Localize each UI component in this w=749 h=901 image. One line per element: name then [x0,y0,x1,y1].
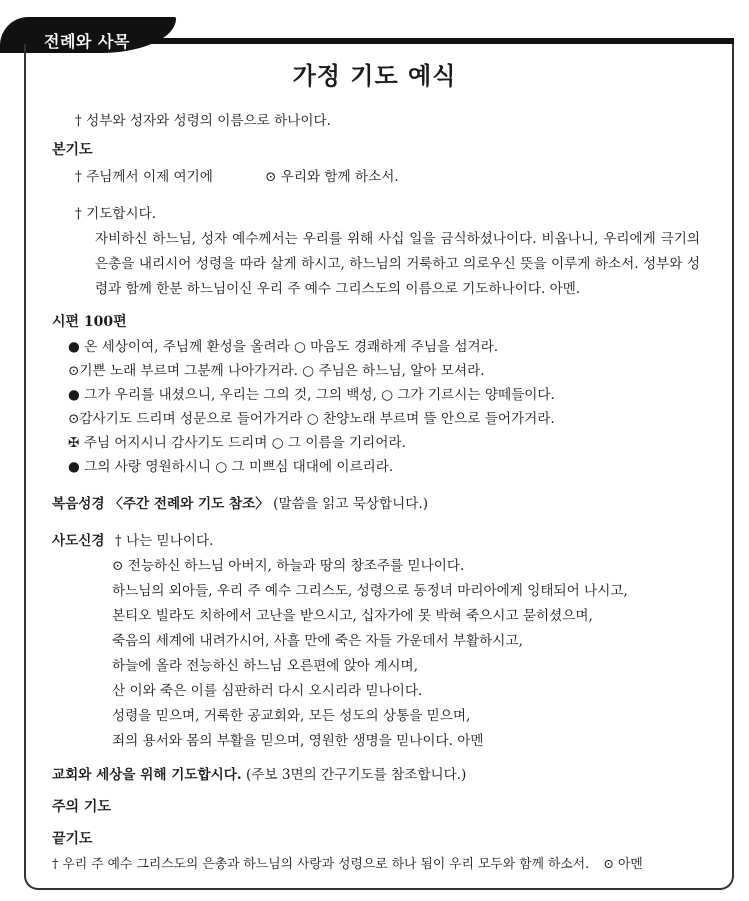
psalm-verse: ● 그가 우리를 내셨으니, 우리는 그의 것, 그의 백성, ○ 그가 기르시는 양떼들이다. [68,387,555,403]
psalm-verse: ⊙기쁜 노래 부르며 그분께 나아가거라. ○ 주님은 하느님, 알아 모셔라. [68,363,485,379]
creed-line: 죄의 용서와 몸의 부활을 믿으며, 영원한 생명을 믿나이다. 아멘 [112,733,484,749]
psalm-verse: ● 온 세상이여, 주님께 환성을 올려라 ○ 마음도 경쾌하게 주님을 섬겨라. [68,339,499,355]
psalm-verse: ✠ 주님 어지시니 감사기도 드리며 ○ 그 이름을 기리어라. [68,435,406,451]
intercession-line [52,769,466,783]
closing-heading: 끝기도 [52,831,93,847]
creed-heading: 사도신경 [52,533,105,549]
page-title: 가정 기도 예식 [292,61,457,90]
closing-line [52,859,643,872]
intercession-heading: 교회와 세상을 위해 기도합시다. [52,767,242,783]
main-prayer-response: ⊙ 우리와 함께 하소서. [265,169,399,185]
gospel-line [52,498,428,512]
main-prayer-call: † 주님께서 이제 여기에 [75,169,213,185]
creed-line: 성령을 믿으며, 거룩한 공교회와, 모든 성도의 상통을 믿으며, [112,708,471,724]
creed-line: 하늘에 올라 전능하신 하느님 오른편에 앉아 계시며, [112,658,419,674]
creed-line: 죽음의 세계에 내려가시어, 사흘 만에 죽은 자들 가운데서 부활하시고, [112,633,523,649]
lords-prayer-heading: 주의 기도 [52,799,111,815]
psalm-verse: ⊙감사기도 드리며 성문으로 들어가거라 ○ 찬양노래 부르며 뜰 안으로 들어가거라. [68,411,555,427]
gospel-note: (말씀을 읽고 묵상합니다.) [273,496,429,512]
opening-line: † 성부와 성자와 성령의 이름으로 하나이다. [75,113,331,129]
creed-line: 산 이와 죽은 이를 심판하러 다시 오시리라 믿나이다. [112,683,423,699]
psalm-verse: ● 그의 사랑 영원하시니 ○ 그 미쁘심 대대에 이르리라. [68,459,394,475]
closing-text: † 우리 주 예수 그리스도의 은총과 하느님의 사랑과 성령으로 하나 됨이 우리 모두와 함께 하소서. [52,857,590,872]
closing-response: ⊙ 아멘 [603,857,643,872]
creed-intro: † 나는 믿나이다. [114,533,214,549]
psalm-heading: 시편 100편 [52,314,127,330]
main-prayer-heading: 본기도 [52,142,93,158]
main-prayer-invite: † 기도합시다. [75,206,157,222]
creed-intro-line [52,535,213,549]
creed-line: ⊙ 전능하신 하느님 아버지, 하늘과 땅의 창조주를 믿나이다. [112,558,465,574]
creed-line: 하느님의 외아들, 우리 주 예수 그리스도, 성령으로 동정녀 마리아에게 잉태되어 나시고, [112,583,628,599]
intercession-note: (주보 3면의 간구기도를 참조합니다.) [245,767,467,783]
main-prayer-body: 자비하신 하느님, 성자 예수께서는 우리를 위해 사십 일을 금식하셨나이다. 비옵나니, 우리에게 극기의 은총을 내리시어 성령을 따라 살게 하시고, 하느님의 거룩하고 의로우신 뜻을 이루게 하소서. 성부와 성령과 함께 한분 하느님이신 우리 주 예수 그리스도의 이름으로 기도하나이다. 아멘. [95,231,700,297]
creed-line: 본티오 빌라도 치하에서 고난을 받으시고, 십자가에 못 박혀 죽으시고 묻히셨으며, [112,608,593,624]
gospel-heading: 복음성경 〈주간 전례와 기도 참조〉 [52,496,269,512]
section-tab: 전례와 사목 [0,17,176,53]
